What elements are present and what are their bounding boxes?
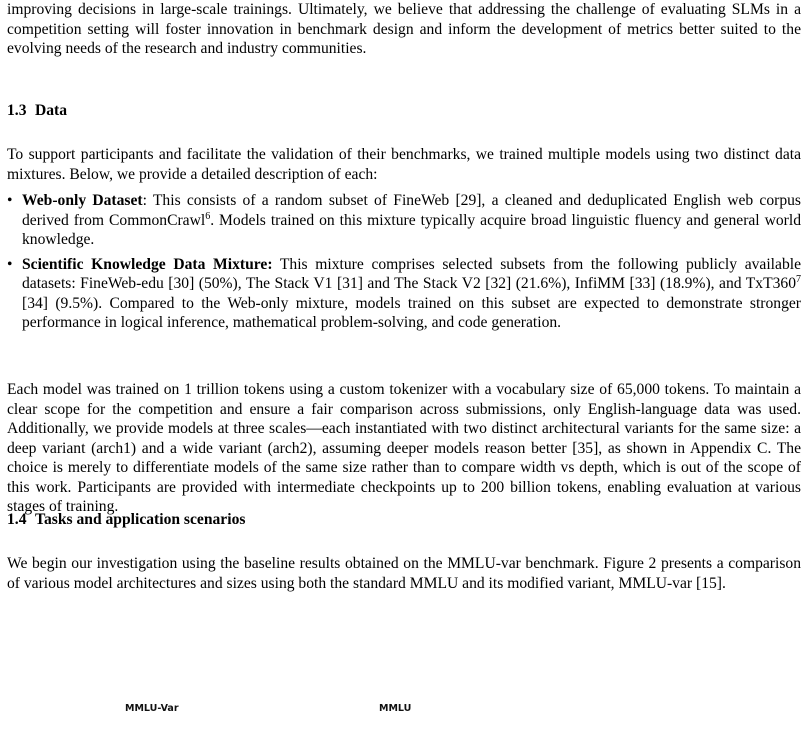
bullet-term: Scientific Knowledge Data Mixture: xyxy=(22,255,273,273)
bullet-text: : This consists of a random subset of FineWeb [29], a cleaned and deduplicated English web corpus derived from CommonCrawl xyxy=(22,192,801,229)
data-intro-paragraph: To support participants and facilitate the validation of their benchmarks, we trained multiple models using two distinct data mixtures. Below, we provide a detailed description of each: xyxy=(7,146,801,183)
list-item-web-only xyxy=(7,191,801,250)
bullet-text: . Models trained on this mixture typically acquire broad linguistic fluency and general world knowledge. xyxy=(22,211,801,248)
section-title: Data xyxy=(35,102,68,119)
bullet-text: This mixture comprises selected subsets from the following publicly available datasets: FineWeb-edu [30] (50%), The Stack V1 [31] and The Stack V2 [32] (21.6%), InfiMM [33] (18.9%), and TxT360 xyxy=(22,255,801,292)
figure-panel-title-mmlu-var: MMLU-Var xyxy=(125,703,179,714)
section-heading-tasks xyxy=(7,510,245,530)
intro-paragraph: improving decisions in large-scale trainings. Ultimately, we believe that addressing the challenge of evaluating SLMs in a competition setting will foster innovation in benchmark design and inform the development of metrics better suited to the evolving needs of the research and industry communities. xyxy=(7,1,801,57)
tasks-paragraph: We begin our investigation using the baseline results obtained on the MMLU-var benchmark. Figure 2 presents a comparison of various model architectures and sizes using both the standard MMLU and its modified variant, MMLU-var [15]. xyxy=(7,555,801,592)
section-title: Tasks and application scenarios xyxy=(35,511,246,528)
section-heading-data xyxy=(7,101,67,121)
footnote-marker: 7 xyxy=(796,273,801,285)
data-mixture-list xyxy=(7,191,801,333)
section-number: 1.4 xyxy=(7,511,27,528)
list-item-scientific xyxy=(7,255,801,333)
figure-panel-title-mmlu: MMLU xyxy=(379,703,412,714)
bullet-term: Web-only Dataset xyxy=(22,192,143,209)
section-number: 1.3 xyxy=(7,102,27,119)
bullet-text: [34] (9.5%). Compared to the Web-only mixture, models trained on this subset are expected to demonstrate stronger performance in logical inference, mathematical problem-solving, and code generation. xyxy=(22,294,801,331)
training-paragraph: Each model was trained on 1 trillion tokens using a custom tokenizer with a vocabulary size of 65,000 tokens. To maintain a clear scope for the competition and ensure a fair comparison across submissions, only English-language data was used. Additionally, we provide models at three scales—each instantiated with two distinct architectural variants for the same size: a deep variant (arch1) and a wide variant (arch2), assuming deeper models reason better [35], as shown in Appendix C. The choice is merely to differentiate models of the same size rather than to compare width vs depth, which is out of the scope of this work. Participants are provided with intermediate checkpoints up to 200 billion tokens, enabling evaluation at various stages of training. xyxy=(7,381,801,515)
footnote-marker: 6 xyxy=(205,210,211,222)
